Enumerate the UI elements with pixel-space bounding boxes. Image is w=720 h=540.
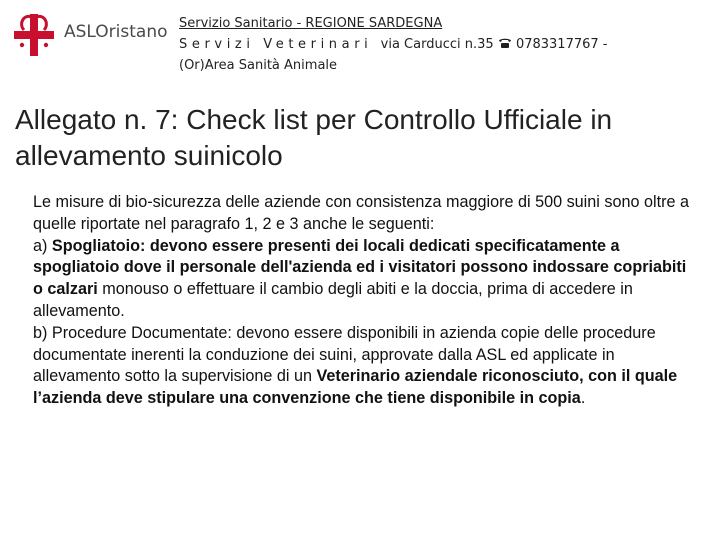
item-a-prefix: a) — [33, 236, 52, 255]
header-service-name: Servizi Veterinari — [179, 37, 373, 52]
item-a-rest: monouso o effettuare il cambio degli abiti e la doccia, prima di accedere in allevamento. — [33, 280, 633, 320]
header-line-1: Servizio Sanitario - REGIONE SARDEGNA — [179, 16, 443, 31]
logo-city: Oristano — [95, 22, 168, 42]
intro-paragraph: Le misure di bio-sicurezza delle aziende con consistenza maggiore di 500 suini sono oltre a quelle riportate nel paragrafo 1, 2 e 3 anche le seguenti: — [33, 193, 689, 233]
header-info — [179, 13, 607, 76]
item-a-bold: Spogliatoio: devono essere presenti dei locali dedicati specificatamente a spogliatoio dove il personale dell'azienda ed i visitatori possono indossare copriabiti o calzari — [33, 236, 687, 299]
item-b-plain: b) Procedure Documentate: devono essere disponibili in azienda copie delle procedure documentate inerenti la conduzione dei suini, approvate dalla ASL ed applicate in allevamento sotto la supervisione di un — [33, 323, 656, 386]
header-phone: 0783317767 - — [515, 37, 608, 52]
body-text — [33, 192, 693, 410]
asl-cross-logo-icon — [12, 14, 56, 56]
asl-logo — [12, 14, 168, 56]
page-title: Allegato n. 7: Check list per Controllo Ufficiale in allevamento suinicolo — [15, 104, 613, 171]
item-b-bold: Veterinario aziendale riconosciuto, con il quale l’azienda deve stipulare una convenzione che tiene disponibile in copia — [33, 367, 678, 408]
item-b-end: . — [580, 389, 586, 408]
header-line-3: (Or)Area Sanità Animale — [179, 58, 338, 73]
telephone-icon — [498, 35, 512, 47]
header-line-2 — [179, 34, 607, 55]
item-b-paragraph — [33, 323, 693, 410]
item-a-paragraph — [33, 236, 693, 323]
header-address: via Carducci n.35 — [380, 37, 494, 52]
logo-brand: ASL — [64, 22, 96, 42]
logo-wordmark — [64, 22, 168, 42]
